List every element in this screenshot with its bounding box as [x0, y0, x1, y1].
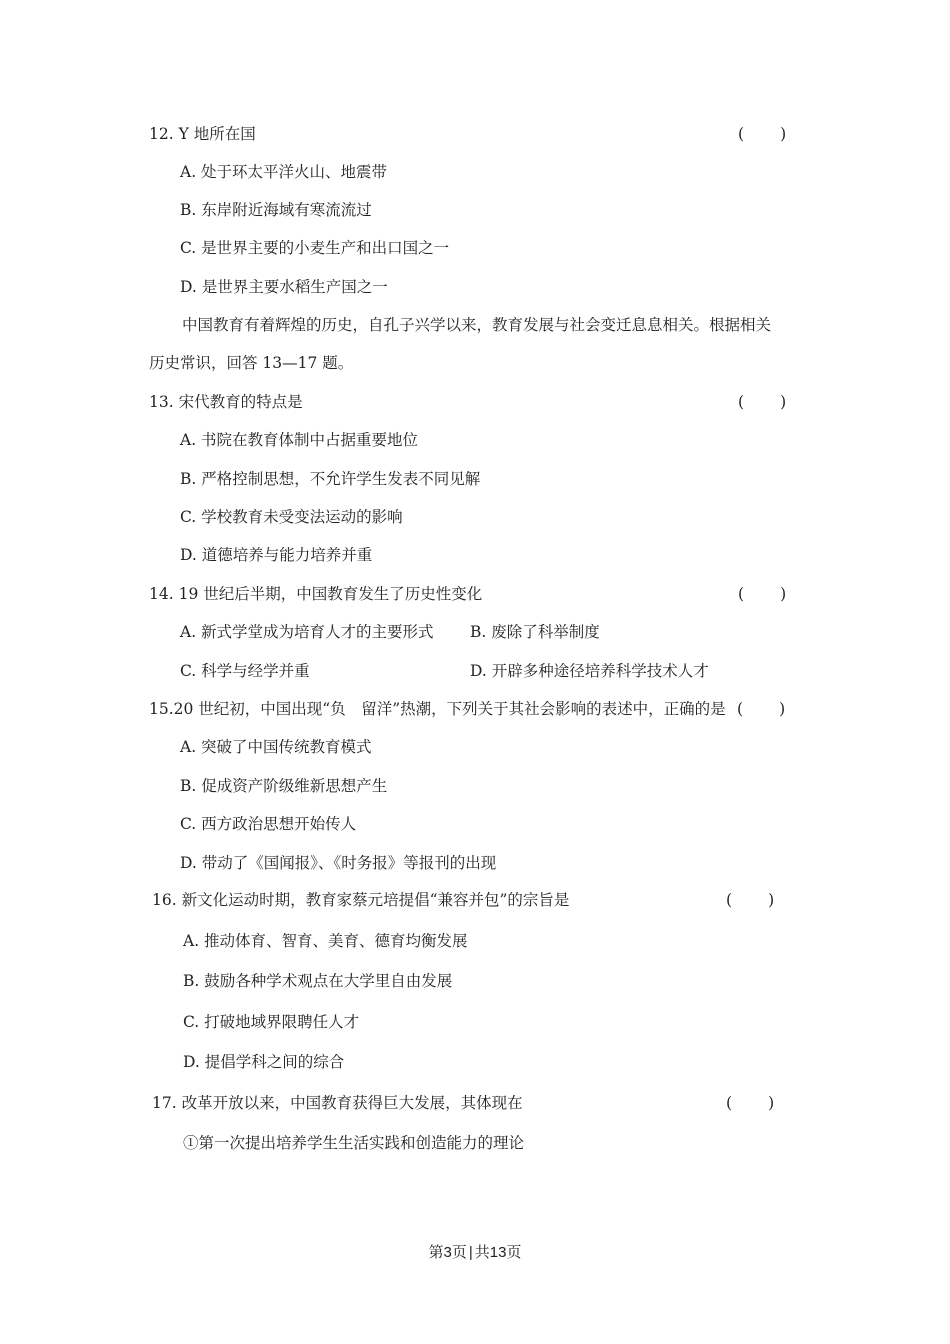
footer-page-number: 3 — [443, 1244, 452, 1261]
option-12-a: A. 处于环太平洋火山、地震带 — [180, 163, 388, 181]
footer-total-number: 13 — [489, 1244, 507, 1261]
answer-bracket-14: ( ) — [738, 585, 787, 603]
answer-bracket-13: ( ) — [738, 393, 787, 411]
option-16-a: A. 推动体育、智育、美育、德育均衡发展 — [183, 932, 468, 950]
option-15-a: A. 突破了中国传统教育模式 — [180, 738, 372, 756]
option-16-d: D. 提倡学科之间的综合 — [183, 1053, 345, 1071]
option-16-c: C. 打破地域界限聘任人才 — [183, 1013, 360, 1031]
answer-bracket-12: ( ) — [738, 125, 787, 143]
option-13-c: C. 学校教育未受变法运动的影响 — [180, 508, 403, 526]
option-14-a: A. 新式学堂成为培育人才的主要形式 — [180, 623, 434, 641]
question-12-stem: 12. Y 地所在国 — [149, 125, 256, 143]
footer-page-unit: 页 — [451, 1244, 467, 1261]
question-13-stem: 13. 宋代教育的特点是 — [149, 393, 303, 411]
question-14-stem: 14. 19 世纪后半期，中国教育发生了历史性变化 — [149, 585, 483, 603]
footer-total-unit: 页 — [506, 1244, 522, 1261]
footer-page-prefix: 第 — [428, 1244, 444, 1261]
option-17-item-1: ①第一次提出培养学生生活实践和创造能力的理论 — [183, 1134, 525, 1152]
page-footer — [0, 1243, 950, 1263]
question-17-stem: 17. 改革开放以来，中国教育获得巨大发展，其体现在 — [152, 1094, 523, 1112]
option-14-d: D. 开辟多种途径培养科学技术人才 — [470, 662, 709, 680]
answer-bracket-15: ( ) — [737, 700, 786, 718]
footer-total-prefix: 共 — [474, 1244, 490, 1261]
question-16-stem: 16. 新文化运动时期，教育家蔡元培提倡“兼容并包”的宗旨是 — [152, 891, 570, 909]
option-14-c: C. 科学与经学并重 — [180, 662, 310, 680]
option-15-c: C. 西方政治思想开始传人 — [180, 815, 357, 833]
option-15-b: B. 促成资产阶级维新思想产生 — [180, 777, 388, 795]
option-13-d: D. 道德培养与能力培养并重 — [180, 546, 373, 564]
answer-bracket-16: ( ) — [726, 891, 775, 909]
option-13-a: A. 书院在教育体制中占据重要地位 — [180, 431, 419, 449]
question-15-stem: 15.20 世纪初，中国出现“负 留洋”热潮，下列关于其社会影响的表述中，正确的是 — [149, 700, 726, 718]
option-15-d: D. 带动了《国闻报》、《时务报》等报刊的出现 — [180, 854, 497, 872]
option-12-c: C. 是世界主要的小麦生产和出口国之一 — [180, 239, 450, 257]
intro-paragraph-line-1: 中国教育有着辉煌的历史，自孔子兴学以来，教育发展与社会变迁息息相关。根据相关 — [182, 316, 772, 334]
footer-separator: | — [468, 1244, 473, 1261]
option-16-b: B. 鼓励各种学术观点在大学里自由发展 — [183, 972, 453, 990]
option-12-b: B. 东岸附近海域有寒流流过 — [180, 201, 372, 219]
option-14-b: B. 废除了科举制度 — [470, 623, 600, 641]
option-13-b: B. 严格控制思想，不允许学生发表不同见解 — [180, 470, 481, 488]
intro-paragraph-line-2: 历史常识，回答 13—17 题。 — [149, 354, 354, 372]
option-12-d: D. 是世界主要水稻生产国之一 — [180, 278, 388, 296]
answer-bracket-17: ( ) — [726, 1094, 775, 1112]
